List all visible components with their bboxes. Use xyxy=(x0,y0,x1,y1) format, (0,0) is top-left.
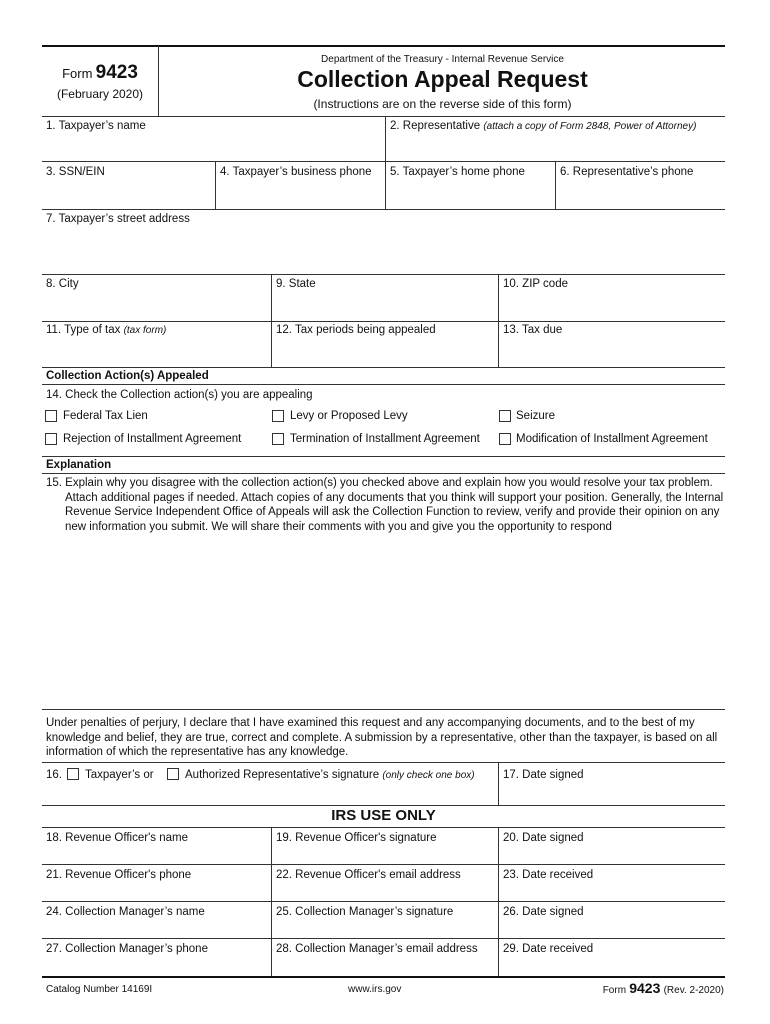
ro-date-received-field[interactable]: 23. Date received xyxy=(503,869,594,881)
page-subtitle: (Instructions are on the reverse side of this form) xyxy=(313,97,572,111)
footer-form-id xyxy=(603,980,724,996)
termination-ia-label: Termination of Installment Agreement xyxy=(290,433,480,445)
signature-number: 16. xyxy=(46,769,62,781)
rule xyxy=(385,116,386,209)
tax-type-note: (tax form) xyxy=(123,325,167,336)
tax-periods-field[interactable]: 12. Tax periods being appealed xyxy=(276,324,436,336)
city-field[interactable]: 8. City xyxy=(46,278,79,290)
representative-field[interactable] xyxy=(390,119,696,134)
revenue-officer-email-field[interactable]: 22. Revenue Officer's email address xyxy=(276,869,461,881)
irs-website: www.irs.gov xyxy=(348,984,402,995)
form-prefix: Form xyxy=(62,66,93,81)
explanation-instructions xyxy=(46,476,726,534)
modification-ia-checkbox[interactable] xyxy=(499,433,511,445)
rule xyxy=(42,864,725,865)
modification-ia-label: Modification of Installment Agreement xyxy=(516,433,708,445)
explanation-line: Revenue Service Independent Office of Appeals will ask the Collection Function to review, verify and provide their opinion on any xyxy=(65,506,720,518)
explanation-heading: Explanation xyxy=(46,459,112,471)
header-divider xyxy=(158,46,159,116)
perjury-line: Under penalties of perjury, I declare that I have examined this request and any accompanying documents, and to the best of my xyxy=(46,717,695,729)
revenue-officer-phone-field[interactable]: 21. Revenue Officer's phone xyxy=(46,869,192,881)
collection-heading: Collection Action(s) Appealed xyxy=(46,370,209,382)
rule xyxy=(42,456,725,457)
rule xyxy=(42,709,725,710)
business-phone-field[interactable]: 4. Taxpayer’s business phone xyxy=(220,166,372,178)
termination-ia-checkbox[interactable] xyxy=(272,433,284,445)
top-rule xyxy=(42,45,725,47)
tax-type-label: 11. Type of tax xyxy=(46,324,121,336)
levy-checkbox[interactable] xyxy=(272,410,284,422)
explanation-line: new information you submit. We will share their comments with you and give you the opportunity to respond xyxy=(65,520,612,533)
irs-use-only-heading: IRS USE ONLY xyxy=(331,807,436,824)
revenue-officer-name-field[interactable]: 18. Revenue Officer's name xyxy=(46,832,188,844)
taxpayer-checkbox[interactable] xyxy=(67,768,79,780)
explanation-line: 15. Explain why you disagree with the collection action(s) you checked above and explain how you would resolve your tax problem. xyxy=(46,477,713,489)
page-title: Collection Appeal Request xyxy=(297,66,588,92)
bottom-rule xyxy=(42,976,725,978)
rule xyxy=(42,762,725,763)
home-phone-field[interactable]: 5. Taxpayer’s home phone xyxy=(390,166,525,178)
rep-phone-field[interactable]: 6. Representative’s phone xyxy=(560,166,694,178)
collection-manager-signature-field[interactable]: 25. Collection Manager’s signature xyxy=(276,906,454,918)
rule xyxy=(215,161,216,209)
footer-form-number: 9423 xyxy=(629,980,661,996)
rule xyxy=(555,161,556,209)
taxpayer-label: Taxpayer’s or xyxy=(85,769,154,781)
levy-label: Levy or Proposed Levy xyxy=(290,410,408,422)
rejection-ia-label: Rejection of Installment Agreement xyxy=(63,433,242,445)
federal-tax-lien-checkbox[interactable] xyxy=(45,410,57,422)
taxpayer-name-field[interactable]: 1. Taxpayer’s name xyxy=(46,120,146,132)
representative-label: 2. Representative xyxy=(390,120,481,132)
rule xyxy=(42,161,725,162)
footer-revision: (Rev. 2-2020) xyxy=(663,985,724,996)
ro-date-signed-field[interactable]: 20. Date signed xyxy=(503,832,584,844)
collection-manager-name-field[interactable]: 24. Collection Manager’s name xyxy=(46,906,205,918)
perjury-line: knowledge and belief, they are true, correct and complete. A submission by a representative, other than the taxpayer, is based on all xyxy=(46,731,718,744)
representative-sig-label xyxy=(185,768,475,783)
rep-sig-text: Authorized Representative’s signature xyxy=(185,769,380,781)
cm-date-received-field[interactable]: 29. Date received xyxy=(503,943,594,955)
tax-due-field[interactable]: 13. Tax due xyxy=(503,324,563,336)
form-id xyxy=(42,62,158,84)
street-address-field[interactable]: 7. Taxpayer’s street address xyxy=(46,213,190,225)
rule xyxy=(498,762,499,805)
seizure-label: Seizure xyxy=(516,410,555,422)
collection-instruction: 14. Check the Collection action(s) you are appealing xyxy=(46,389,313,401)
catalog-number: Catalog Number 14169I xyxy=(46,984,153,995)
rule xyxy=(42,384,725,385)
form-number: 9423 xyxy=(95,62,138,83)
date-signed-field[interactable]: 17. Date signed xyxy=(503,769,584,781)
ssn-ein-field[interactable]: 3. SSN/EIN xyxy=(46,166,105,178)
perjury-line: information of which the representative has any knowledge. xyxy=(46,746,349,758)
rule xyxy=(42,901,725,902)
representative-checkbox[interactable] xyxy=(167,768,179,780)
rule xyxy=(42,321,725,322)
rejection-ia-checkbox[interactable] xyxy=(45,433,57,445)
explanation-area[interactable] xyxy=(42,535,725,705)
footer-form-prefix: Form xyxy=(602,985,627,996)
explanation-line: Attach additional pages if needed. Attach copies of any documents that you think will support your position. Generally, the Internal xyxy=(65,491,724,504)
department: Department of the Treasury - Internal Revenue Service xyxy=(321,54,564,65)
representative-note: (attach a copy of Form 2848, Power of Attorney) xyxy=(483,121,697,132)
collection-manager-email-field[interactable]: 28. Collection Manager’s email address xyxy=(276,943,478,955)
rep-sig-note: (only check one box) xyxy=(382,770,475,781)
rule xyxy=(42,274,725,275)
tax-type-field[interactable] xyxy=(46,323,166,338)
rule xyxy=(42,209,725,210)
rule xyxy=(42,473,725,474)
seizure-checkbox[interactable] xyxy=(499,410,511,422)
cm-date-signed-field[interactable]: 26. Date signed xyxy=(503,906,584,918)
state-field[interactable]: 9. State xyxy=(276,278,316,290)
rule xyxy=(42,827,725,828)
collection-manager-phone-field[interactable]: 27. Collection Manager’s phone xyxy=(46,943,208,955)
signature-line[interactable] xyxy=(42,785,498,805)
form-date: (February 2020) xyxy=(56,87,144,101)
rule xyxy=(42,938,725,939)
zip-field[interactable]: 10. ZIP code xyxy=(503,278,568,290)
revenue-officer-signature-field[interactable]: 19. Revenue Officer's signature xyxy=(276,832,437,844)
rule xyxy=(42,805,725,806)
rule xyxy=(42,116,725,117)
federal-tax-lien-label: Federal Tax Lien xyxy=(63,410,148,422)
perjury-statement xyxy=(46,716,726,760)
rule xyxy=(42,367,725,368)
